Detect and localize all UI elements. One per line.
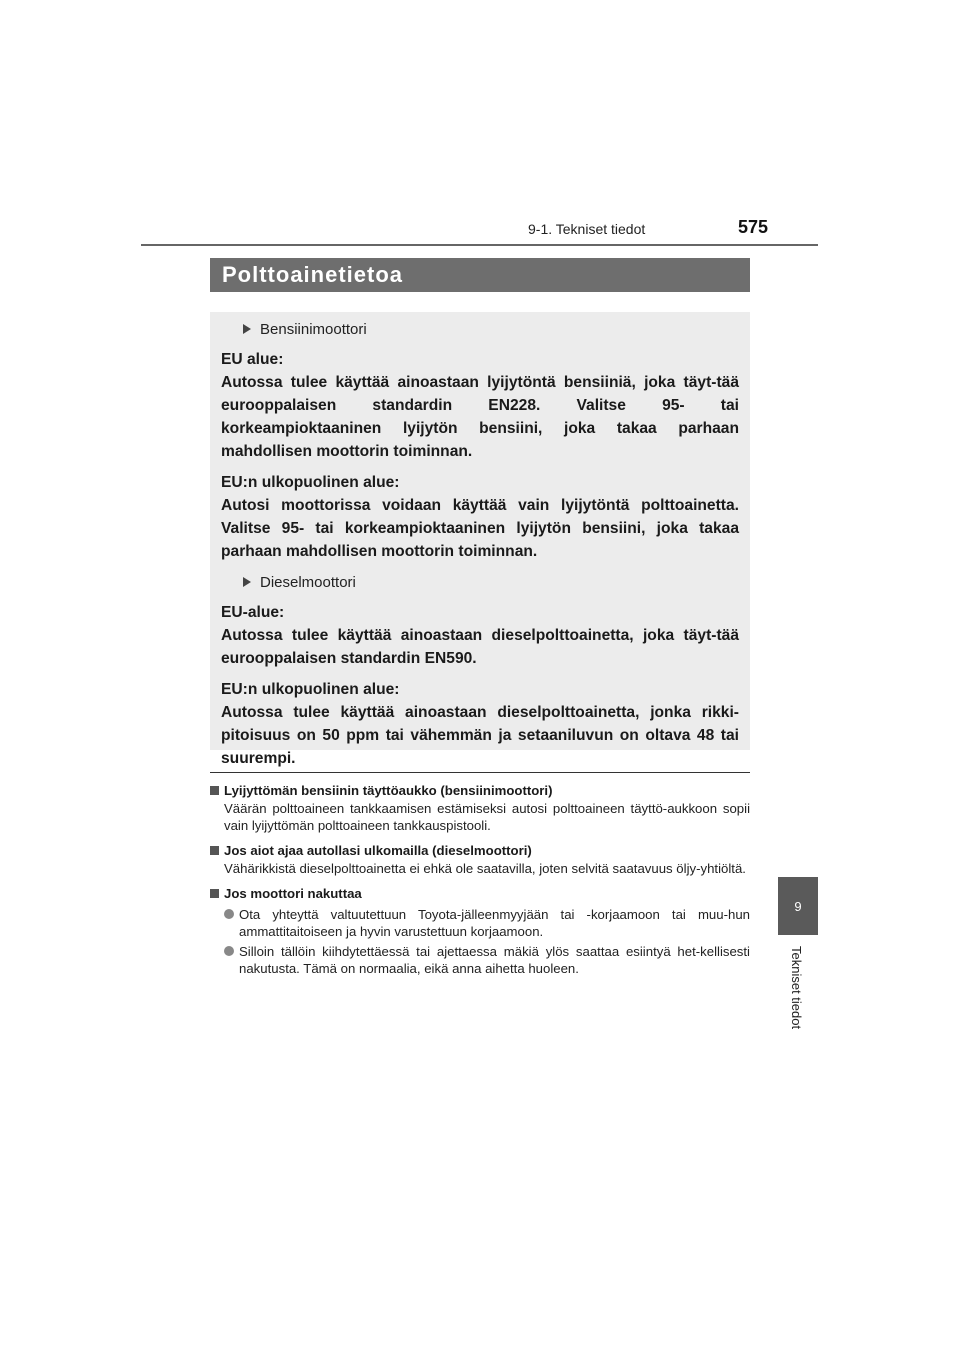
circle-bullet-icon: [224, 946, 234, 956]
page-number: 575: [738, 217, 769, 237]
petrol-eu-text: Autossa tulee käyttää ainoastaan lyijytöntä bensiiniä, joka täyt-tää eurooppalaisen standardin EN228. Valitse 95- tai korkeampioktaaninen lyijytön bensiini, joka takaa parhaan mahdollisen moottorin toiminnan.: [221, 374, 739, 460]
note-heading: [210, 782, 750, 800]
note-bullet-item: [224, 906, 750, 940]
fuel-info-box: [210, 312, 750, 767]
chapter-side-label-text: Tekniset tiedot: [789, 946, 804, 1030]
header-divider: [141, 244, 818, 246]
petrol-noneu-label: EU:n ulkopuolinen alue:: [221, 474, 400, 491]
diesel-eu-text: Autossa tulee käyttää ainoastaan dieselpolttoainetta, joka täyt-tää eurooppalaisen standardin EN590.: [221, 627, 739, 667]
petrol-engine-heading: [243, 318, 739, 342]
section-title: Polttoainetietoa: [222, 262, 404, 287]
triangle-bullet-icon: [243, 577, 251, 587]
note-heading-text: Jos aiot ajaa autollasi ulkomailla (dieselmoottori): [224, 843, 532, 858]
note-heading: [210, 842, 750, 860]
note-heading-text: Jos moottori nakuttaa: [224, 886, 362, 901]
section-banner: [210, 258, 750, 292]
diesel-eu-block: [221, 601, 739, 670]
circle-bullet-icon: [224, 909, 234, 919]
note-body: Vähärikkistä dieselpolttoainetta ei ehkä ole saatavilla, joten selvitä saatavuus öljy-yhtiöltä.: [224, 861, 746, 876]
square-bullet-icon: [210, 846, 219, 855]
note-bullet-item: [224, 943, 750, 977]
note-heading: [210, 885, 750, 903]
note-heading-text: Lyijyttömän bensiinin täyttöaukko (bensiinimoottori): [224, 783, 553, 798]
petrol-eu-label: EU alue:: [221, 351, 284, 368]
notes-section: [210, 779, 750, 977]
header-section-title: 9-1. Tekniset tiedot: [528, 221, 646, 237]
petrol-engine-label: Bensiinimoottori: [260, 321, 367, 338]
diesel-engine-heading: [243, 571, 739, 595]
diesel-noneu-label: EU:n ulkopuolinen alue:: [221, 681, 400, 698]
diesel-noneu-text: Autossa tulee käyttää ainoastaan dieselpolttoainetta, jonka rikki-pitoisuus on 50 ppm tai vähemmän ja setaaniluvun on oltava 48 tai suurempi.: [221, 704, 739, 767]
diesel-engine-label: Dieselmoottori: [260, 574, 356, 591]
square-bullet-icon: [210, 786, 219, 795]
notes-divider: [210, 772, 750, 773]
chapter-tab: 9: [778, 877, 818, 935]
chapter-side-label: [789, 946, 807, 1056]
note-body: Väärän polttoaineen tankkaamisen estämiseksi autosi polttoaineen täyttö-aukkoon sopii vain lyijyttömän polttoaineen tankkauspistooli.: [224, 801, 750, 833]
petrol-noneu-text: Autosi moottorissa voidaan käyttää vain lyijytöntä polttoainetta. Valitse 95- tai korkeampioktaaninen lyijytön bensiini, joka takaa parhaan mahdollisen moottorin toiminnan.: [221, 497, 739, 560]
square-bullet-icon: [210, 889, 219, 898]
triangle-bullet-icon: [243, 324, 251, 334]
diesel-eu-label: EU-alue:: [221, 604, 285, 621]
note-bullet-text: Silloin tällöin kiihdytettäessä tai ajettaessa mäkiä ylös saattaa esiintyä het-kellisesti nakutusta. Tämä on normaalia, eikä anna aihetta huoleen.: [239, 944, 750, 976]
diesel-noneu-block: [221, 678, 739, 770]
note-bullet-text: Ota yhteyttä valtuutettuun Toyota-jälleenmyyjään tai -korjaamoon tai muu-hun ammattitaitoiseen ja hyvin varustettuun korjaamoon.: [239, 907, 750, 939]
petrol-noneu-block: [221, 471, 739, 563]
petrol-eu-block: [221, 348, 739, 463]
